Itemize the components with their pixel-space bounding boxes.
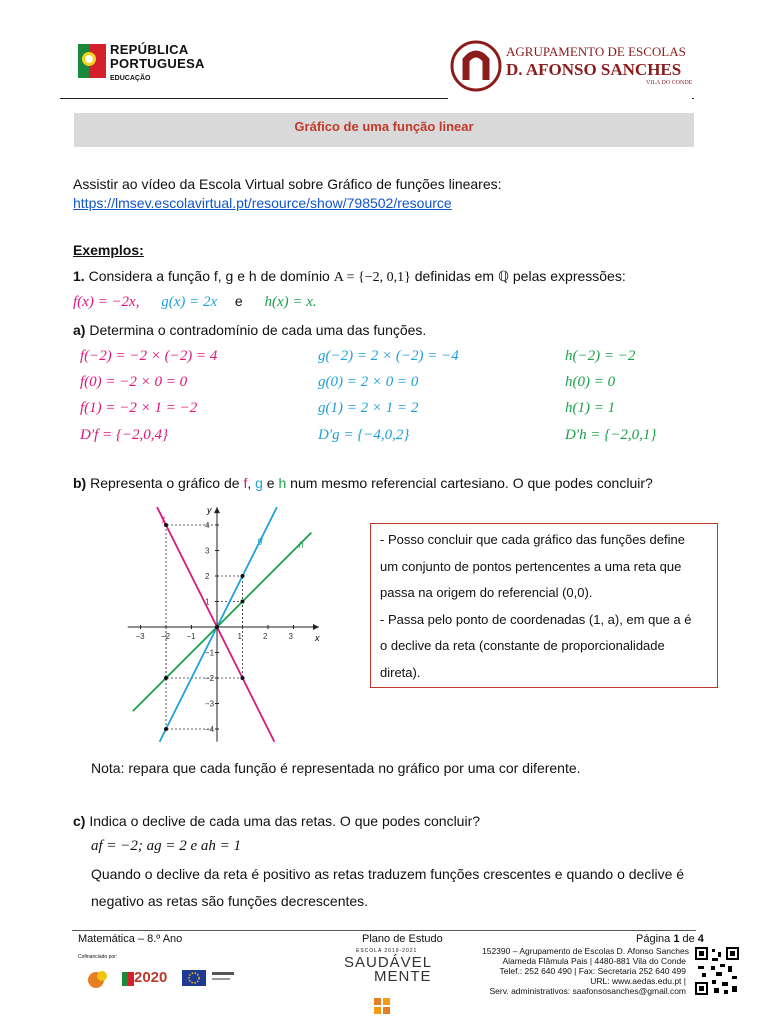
question-1-text-a: Considera a função f, g e h de domínio xyxy=(88,268,334,284)
y-tick-label: −1 xyxy=(205,648,215,658)
box-line-1: - Posso concluir que cada gráfico das funções define xyxy=(380,532,685,547)
x-tick-label: 2 xyxy=(263,632,268,641)
saudavel-label: SAUDÁVEL xyxy=(344,954,433,971)
data-point xyxy=(241,600,245,604)
header-rule-right xyxy=(692,98,694,99)
data-point xyxy=(241,574,245,578)
x-tick-label: −2 xyxy=(161,632,171,641)
data-point xyxy=(164,523,168,527)
data-point xyxy=(215,625,219,629)
cartesian-chart xyxy=(96,503,346,743)
x-tick-label: −1 xyxy=(186,632,196,641)
y-tick-label: 4 xyxy=(205,521,210,530)
video-link[interactable]: https://lmsev.escolavirtual.pt/resource/show/798502/resource xyxy=(73,195,452,211)
part-b-h: h xyxy=(278,475,287,491)
part-b-sep1: , xyxy=(247,475,256,491)
y-axis-label: y xyxy=(207,505,212,516)
gov-line-2: PORTUGUESA xyxy=(110,56,205,71)
y-tick-label: −2 xyxy=(205,674,215,683)
box-line-6: direta). xyxy=(380,664,421,680)
part-a-text: Determina o contradomínio de cada uma das funções. xyxy=(89,322,427,338)
page-total: 4 xyxy=(697,933,704,945)
y-tick-label: 3 xyxy=(205,546,210,556)
question-1-number: 1. xyxy=(73,268,85,284)
f-row-3: f(1) = −2 × 1 = −2 xyxy=(80,400,198,416)
g-row-1: g(−2) = 2 × (−2) = −4 xyxy=(318,348,459,364)
h-row-2: h(0) = 0 xyxy=(565,374,616,390)
question-1 xyxy=(73,268,626,286)
y-tick-label: −3 xyxy=(205,699,215,709)
box-line-2: um conjunto de pontos pertencentes a uma reta que xyxy=(380,558,682,574)
h-row-3: h(1) = 1 xyxy=(565,400,616,416)
page-title: Gráfico de uma função linear xyxy=(294,119,474,134)
gov-line-1: REPÚBLICA xyxy=(110,42,189,57)
address-line-4: URL: www.aedas.edu.pt | xyxy=(590,976,686,986)
address-line-5: Serv. administrativos: saafonsosanches@gmail.com xyxy=(489,986,686,996)
page-number: 1 xyxy=(673,933,680,945)
conclusion-box xyxy=(370,523,718,688)
data-point xyxy=(164,676,168,680)
examples-heading: Exemplos: xyxy=(73,242,144,258)
g-row-3: g(1) = 2 × 1 = 2 xyxy=(318,400,419,416)
and-word: e xyxy=(234,293,243,309)
part-c-label: c) xyxy=(73,813,86,829)
address-line-1: 152390 – Agrupamento de Escolas D. Afonso Sanches xyxy=(482,946,689,956)
school-line-2: D. AFONSO SANCHES xyxy=(506,60,682,79)
domain-set: A = {−2, 0,1} xyxy=(333,270,411,285)
note-text: Nota: repara que cada função é representada no gráfico por uma cor diferente. xyxy=(91,760,581,776)
y-tick-label: −4 xyxy=(205,725,215,734)
g-row-2: g(0) = 2 × 0 = 0 xyxy=(318,374,419,390)
cofin-label: Cofinanciado por: xyxy=(78,954,118,960)
data-point xyxy=(241,676,245,680)
part-a xyxy=(73,322,426,338)
part-a-label: a) xyxy=(73,322,86,338)
address-line-3: Telef.: 252 640 490 | Fax: Secretaria 252 640 499 xyxy=(499,966,686,976)
footer-subject: Matemática – 8.º Ano xyxy=(78,933,183,945)
question-1-text-b: definidas em ℚ pelas expressões: xyxy=(410,268,626,284)
f-expression: f(x) = −2x, xyxy=(73,294,140,310)
x-tick-label: −3 xyxy=(135,632,145,641)
flag-emblem-icon xyxy=(78,44,106,78)
school-line-3: VILA DO CONDE xyxy=(646,80,693,86)
gov-sub: EDUCAÇÃO xyxy=(110,75,151,82)
part-b-label: b) xyxy=(73,475,87,491)
part-b-g: g xyxy=(255,475,263,491)
series-label-g: g xyxy=(257,534,263,545)
series-line-f xyxy=(157,507,274,742)
f-row-1: f(−2) = −2 × (−2) = 4 xyxy=(80,348,218,364)
header-rule-left xyxy=(60,98,448,99)
part-b-sep2: e xyxy=(262,475,279,491)
qr-code-icon[interactable] xyxy=(694,946,740,996)
y-tick-label: 2 xyxy=(205,572,210,581)
school-line-1: AGRUPAMENTO DE ESCOLAS xyxy=(506,44,686,59)
box-line-3: passa na origem do referencial (0,0). xyxy=(380,585,593,600)
footer-rule xyxy=(72,930,696,931)
intro-text: Assistir ao vídeo da Escola Virtual sobre Gráfico de funções lineares: xyxy=(73,176,502,192)
data-point xyxy=(164,727,168,731)
g-expression: g(x) = 2x xyxy=(161,294,218,310)
part-b-f: f xyxy=(243,475,248,491)
address-line-2: Alameda Flâmula Pais | 4480-881 Vila do Conde xyxy=(502,956,686,966)
x-axis-label: x xyxy=(315,633,320,643)
portugal-2020: 2020 xyxy=(134,969,168,986)
page-of: de xyxy=(679,933,698,945)
school-logo xyxy=(450,40,695,96)
footer-page xyxy=(636,933,704,945)
part-c xyxy=(73,813,480,829)
slopes-line: af = −2; ag = 2 e ah = 1 xyxy=(91,838,242,854)
x-tick-label: 3 xyxy=(288,632,293,641)
page-label: Página xyxy=(636,933,674,945)
f-range: D′f = {−2,0,4} xyxy=(80,427,169,443)
healthy-school-logo xyxy=(344,948,454,1018)
h-range: D′h = {−2,0,1} xyxy=(565,427,657,443)
series-label-h: h xyxy=(298,539,304,550)
dge-logo-icon xyxy=(374,998,390,1014)
x-tick-label: 1 xyxy=(237,632,242,641)
conclusion-line-1: Quando o declive da reta é positivo as retas traduzem funções crescentes e quando o declive é xyxy=(91,866,685,882)
part-b-text-b: num mesmo referencial cartesiano. O que podes concluir? xyxy=(286,475,653,491)
y-tick-label: 1 xyxy=(205,597,210,607)
y-axis-arrow xyxy=(214,507,220,513)
part-b xyxy=(73,475,653,491)
function-expressions xyxy=(73,293,317,311)
part-c-text: Indica o declive de cada uma das retas. O que podes concluir? xyxy=(89,813,481,829)
series-line-h xyxy=(133,533,312,712)
government-logo xyxy=(78,42,208,88)
box-line-4: - Passa pelo ponto de coordenadas (1, a), em que a é xyxy=(380,611,692,627)
school-emblem-icon xyxy=(450,40,502,92)
title-bar xyxy=(74,113,694,147)
box-line-5: o declive da reta (constante de proporcionalidade xyxy=(380,638,665,653)
conclusion-line-2: negativo as retas são funções decrescentes. xyxy=(91,893,369,909)
x-axis-arrow xyxy=(313,624,319,630)
g-range: D′g = {−4,0,2} xyxy=(318,427,410,443)
school-address xyxy=(482,946,689,996)
escola-label: ESCOLA 2019-2021 xyxy=(356,948,418,954)
h-row-1: h(−2) = −2 xyxy=(565,348,636,364)
h-expression: h(x) = x. xyxy=(264,294,317,310)
footer-doc-type: Plano de Estudo xyxy=(362,933,443,945)
funding-logos xyxy=(78,954,248,994)
part-b-text-a: Representa o gráfico de xyxy=(90,475,244,491)
mente-label: MENTE xyxy=(374,968,432,985)
series-label-f: f xyxy=(162,515,165,525)
f-row-2: f(0) = −2 × 0 = 0 xyxy=(80,374,188,390)
